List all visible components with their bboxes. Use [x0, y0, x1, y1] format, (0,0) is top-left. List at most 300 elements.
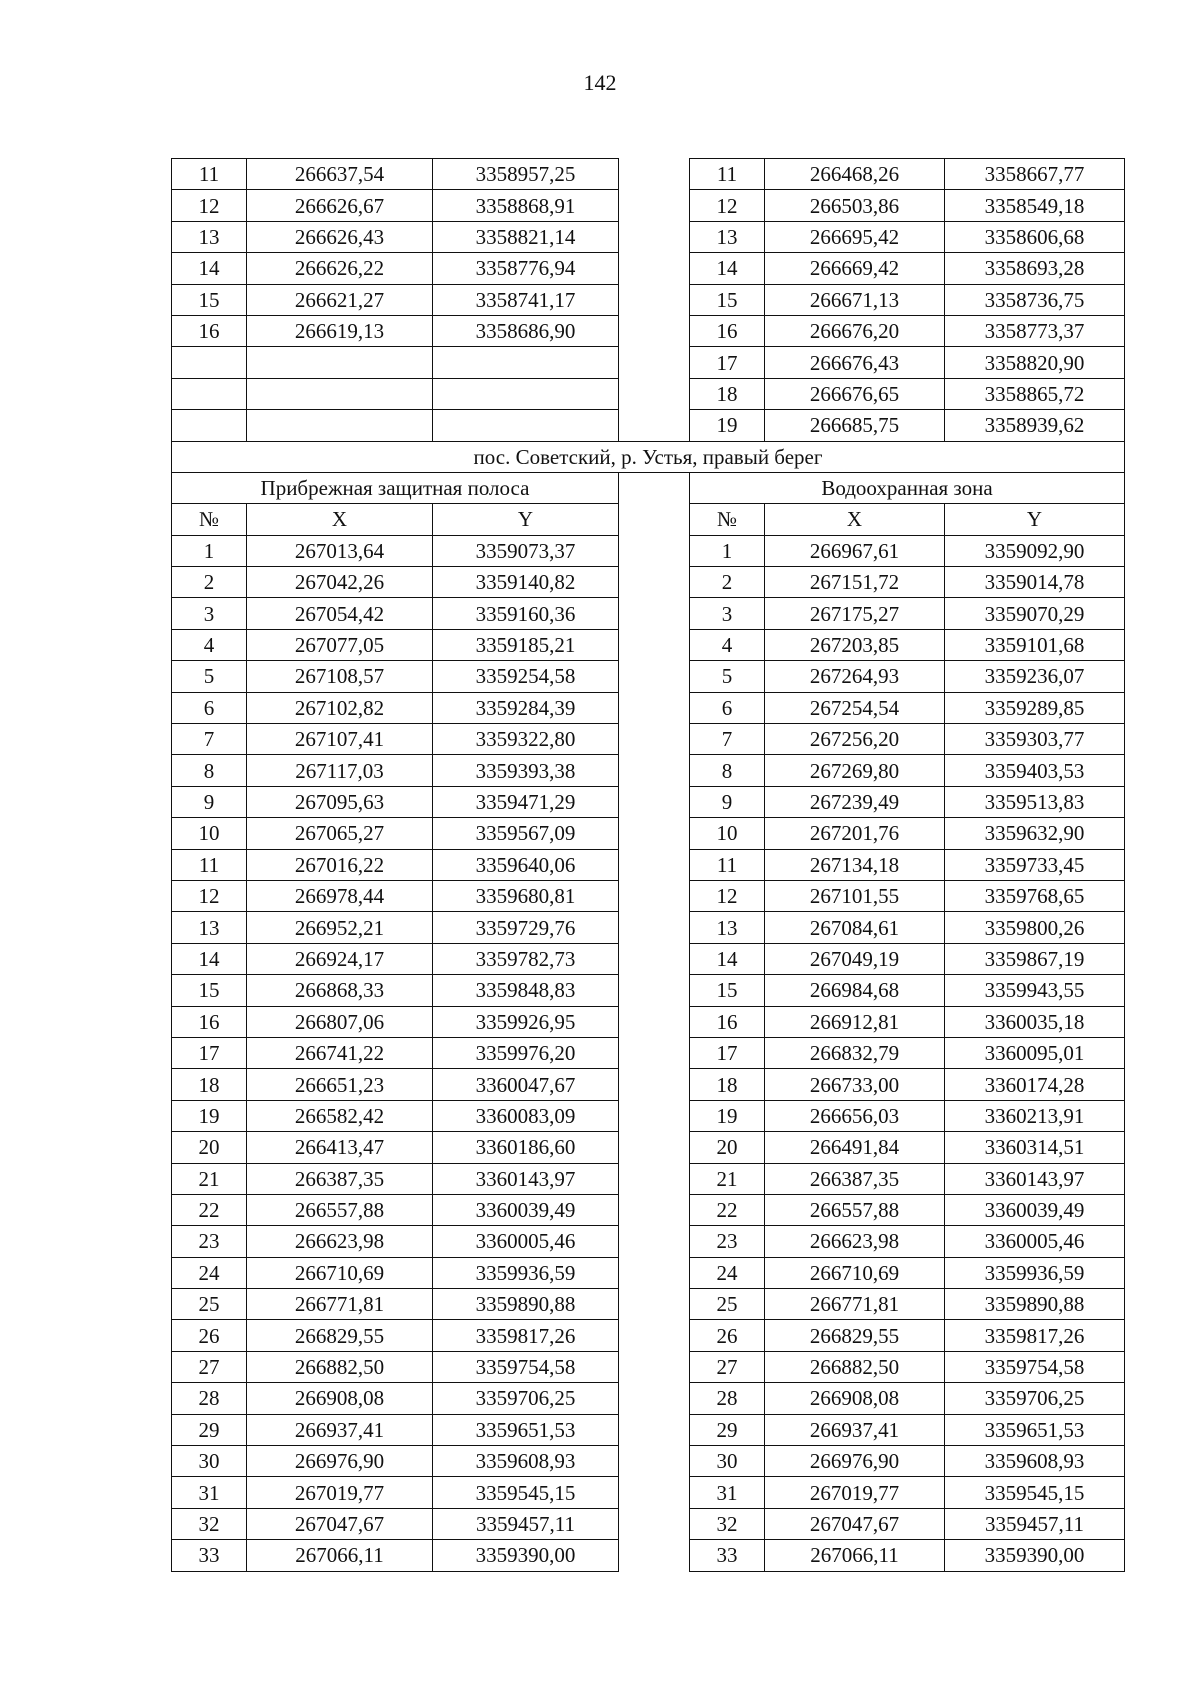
right-x-coordinate-cell: 266733,00 — [765, 1069, 945, 1100]
table-gap — [619, 1320, 690, 1351]
table-row — [172, 880, 1125, 911]
right-col-x-header: X — [765, 504, 945, 535]
left-point-number-cell: 4 — [172, 629, 247, 660]
right-x-coordinate-cell: 266771,81 — [765, 1289, 945, 1320]
right-y-coordinate-cell: 3359403,53 — [945, 755, 1125, 786]
left-y-coordinate-cell — [433, 378, 619, 409]
right-point-number-cell: 16 — [690, 315, 765, 346]
table-gap — [619, 190, 690, 221]
left-point-number-cell: 32 — [172, 1508, 247, 1539]
table-row — [172, 661, 1125, 692]
table-gap — [619, 472, 690, 503]
table-gap — [619, 1132, 690, 1163]
left-x-coordinate-cell: 266952,21 — [247, 912, 433, 943]
right-y-coordinate-cell: 3359092,90 — [945, 535, 1125, 566]
right-x-coordinate-cell: 266656,03 — [765, 1100, 945, 1131]
left-x-coordinate-cell: 267066,11 — [247, 1540, 433, 1571]
left-point-number-cell: 5 — [172, 661, 247, 692]
table-gap — [619, 1289, 690, 1320]
right-x-coordinate-cell: 266623,98 — [765, 1226, 945, 1257]
table-row — [172, 1100, 1125, 1131]
right-point-number-cell: 3 — [690, 598, 765, 629]
left-y-coordinate-cell: 3360039,49 — [433, 1194, 619, 1225]
left-col-x-header: X — [247, 504, 433, 535]
left-x-coordinate-cell: 267065,27 — [247, 818, 433, 849]
left-x-coordinate-cell: 267095,63 — [247, 786, 433, 817]
right-y-coordinate-cell: 3358693,28 — [945, 253, 1125, 284]
right-y-coordinate-cell: 3359800,26 — [945, 912, 1125, 943]
left-x-coordinate-cell: 266623,98 — [247, 1226, 433, 1257]
left-y-coordinate-cell: 3360005,46 — [433, 1226, 619, 1257]
left-x-coordinate-cell — [247, 410, 433, 441]
left-x-coordinate-cell: 266882,50 — [247, 1351, 433, 1382]
table-row — [172, 692, 1125, 723]
right-y-coordinate-cell: 3359754,58 — [945, 1351, 1125, 1382]
right-point-number-cell: 11 — [690, 159, 765, 190]
right-x-coordinate-cell: 266669,42 — [765, 253, 945, 284]
right-y-coordinate-cell: 3359390,00 — [945, 1540, 1125, 1571]
left-x-coordinate-cell: 267019,77 — [247, 1477, 433, 1508]
right-point-number-cell: 30 — [690, 1446, 765, 1477]
left-point-number-cell: 17 — [172, 1037, 247, 1068]
right-point-number-cell: 8 — [690, 755, 765, 786]
left-x-coordinate-cell: 267102,82 — [247, 692, 433, 723]
left-x-coordinate-cell: 267077,05 — [247, 629, 433, 660]
right-x-coordinate-cell: 266491,84 — [765, 1132, 945, 1163]
table-row — [172, 818, 1125, 849]
right-y-coordinate-cell: 3359768,65 — [945, 880, 1125, 911]
right-point-number-cell: 29 — [690, 1414, 765, 1445]
table-gap — [619, 1006, 690, 1037]
left-y-coordinate-cell: 3359393,38 — [433, 755, 619, 786]
table-gap — [619, 1226, 690, 1257]
table-row — [172, 629, 1125, 660]
right-y-coordinate-cell: 3359943,55 — [945, 975, 1125, 1006]
column-header-row — [172, 504, 1125, 535]
right-y-coordinate-cell: 3359236,07 — [945, 661, 1125, 692]
page-number: 142 — [583, 70, 617, 95]
right-x-coordinate-cell: 266937,41 — [765, 1414, 945, 1445]
left-point-number-cell: 15 — [172, 284, 247, 315]
left-y-coordinate-cell: 3358821,14 — [433, 221, 619, 252]
left-x-coordinate-cell — [247, 347, 433, 378]
table-row — [172, 1383, 1125, 1414]
left-x-coordinate-cell: 266651,23 — [247, 1069, 433, 1100]
right-y-coordinate-cell: 3360213,91 — [945, 1100, 1125, 1131]
right-x-coordinate-cell: 266676,43 — [765, 347, 945, 378]
table-row — [172, 1351, 1125, 1382]
right-col-number-header: № — [690, 504, 765, 535]
left-point-number-cell: 22 — [172, 1194, 247, 1225]
right-x-coordinate-cell: 266967,61 — [765, 535, 945, 566]
left-y-coordinate-cell: 3359936,59 — [433, 1257, 619, 1288]
left-point-number-cell: 21 — [172, 1163, 247, 1194]
right-point-number-cell: 10 — [690, 818, 765, 849]
right-point-number-cell: 22 — [690, 1194, 765, 1225]
right-x-coordinate-cell: 267264,93 — [765, 661, 945, 692]
right-y-coordinate-cell: 3359101,68 — [945, 629, 1125, 660]
right-y-coordinate-cell: 3359706,25 — [945, 1383, 1125, 1414]
left-point-number-cell: 20 — [172, 1132, 247, 1163]
left-x-coordinate-cell: 266626,22 — [247, 253, 433, 284]
left-x-coordinate-cell: 267107,41 — [247, 724, 433, 755]
right-y-coordinate-cell: 3358939,62 — [945, 410, 1125, 441]
left-x-coordinate-cell: 266413,47 — [247, 1132, 433, 1163]
right-point-number-cell: 15 — [690, 975, 765, 1006]
right-point-number-cell: 32 — [690, 1508, 765, 1539]
right-point-number-cell: 17 — [690, 347, 765, 378]
left-y-coordinate-cell: 3359848,83 — [433, 975, 619, 1006]
table-gap — [619, 253, 690, 284]
left-y-coordinate-cell: 3358776,94 — [433, 253, 619, 284]
left-table-title: Прибрежная защитная полоса — [172, 472, 619, 503]
left-x-coordinate-cell: 267054,42 — [247, 598, 433, 629]
right-x-coordinate-cell: 266695,42 — [765, 221, 945, 252]
left-point-number-cell: 28 — [172, 1383, 247, 1414]
left-point-number-cell: 10 — [172, 818, 247, 849]
right-point-number-cell: 19 — [690, 1100, 765, 1131]
right-point-number-cell: 26 — [690, 1320, 765, 1351]
right-y-coordinate-cell: 3360005,46 — [945, 1226, 1125, 1257]
right-x-coordinate-cell: 266671,13 — [765, 284, 945, 315]
table-row — [172, 975, 1125, 1006]
left-point-number-cell: 24 — [172, 1257, 247, 1288]
table-gap — [619, 535, 690, 566]
table-row — [172, 253, 1125, 284]
table-gap — [619, 378, 690, 409]
right-y-coordinate-cell: 3359303,77 — [945, 724, 1125, 755]
right-x-coordinate-cell: 266710,69 — [765, 1257, 945, 1288]
left-y-coordinate-cell: 3359754,58 — [433, 1351, 619, 1382]
table-gap — [619, 159, 690, 190]
left-y-coordinate-cell: 3359254,58 — [433, 661, 619, 692]
right-y-coordinate-cell: 3360314,51 — [945, 1132, 1125, 1163]
left-point-number-cell: 27 — [172, 1351, 247, 1382]
table-row — [172, 1320, 1125, 1351]
right-point-number-cell: 7 — [690, 724, 765, 755]
right-x-coordinate-cell: 267203,85 — [765, 629, 945, 660]
right-y-coordinate-cell: 3359936,59 — [945, 1257, 1125, 1288]
left-x-coordinate-cell: 266626,67 — [247, 190, 433, 221]
table-gap — [619, 315, 690, 346]
section-title: пос. Советский, р. Устья, правый берег — [172, 441, 1125, 472]
right-x-coordinate-cell: 266503,86 — [765, 190, 945, 221]
table-gap — [619, 1163, 690, 1194]
table-row — [172, 1163, 1125, 1194]
right-point-number-cell: 12 — [690, 880, 765, 911]
right-point-number-cell: 2 — [690, 567, 765, 598]
table-gap — [619, 1037, 690, 1068]
section-title-row — [172, 441, 1125, 472]
left-point-number-cell: 11 — [172, 159, 247, 190]
left-y-coordinate-cell: 3359390,00 — [433, 1540, 619, 1571]
left-point-number-cell: 15 — [172, 975, 247, 1006]
right-point-number-cell: 5 — [690, 661, 765, 692]
left-point-number-cell: 13 — [172, 912, 247, 943]
left-point-number-cell: 8 — [172, 755, 247, 786]
left-x-coordinate-cell: 266829,55 — [247, 1320, 433, 1351]
right-point-number-cell: 1 — [690, 535, 765, 566]
left-point-number-cell: 16 — [172, 1006, 247, 1037]
table-gap — [619, 629, 690, 660]
right-point-number-cell: 23 — [690, 1226, 765, 1257]
right-point-number-cell: 27 — [690, 1351, 765, 1382]
left-x-coordinate-cell: 267013,64 — [247, 535, 433, 566]
right-point-number-cell: 18 — [690, 378, 765, 409]
table-gap — [619, 1508, 690, 1539]
table-row — [172, 159, 1125, 190]
right-point-number-cell: 9 — [690, 786, 765, 817]
table-row — [172, 1414, 1125, 1445]
left-y-coordinate-cell — [433, 347, 619, 378]
table-row — [172, 535, 1125, 566]
left-y-coordinate-cell: 3360143,97 — [433, 1163, 619, 1194]
left-y-coordinate-cell: 3359471,29 — [433, 786, 619, 817]
right-x-coordinate-cell: 267019,77 — [765, 1477, 945, 1508]
right-y-coordinate-cell: 3358736,75 — [945, 284, 1125, 315]
right-y-coordinate-cell: 3359733,45 — [945, 849, 1125, 880]
right-y-coordinate-cell: 3358667,77 — [945, 159, 1125, 190]
table-row — [172, 724, 1125, 755]
right-x-coordinate-cell: 267084,61 — [765, 912, 945, 943]
left-x-coordinate-cell: 266621,27 — [247, 284, 433, 315]
left-y-coordinate-cell: 3359651,53 — [433, 1414, 619, 1445]
table-gap — [619, 692, 690, 723]
left-x-coordinate-cell: 267016,22 — [247, 849, 433, 880]
left-y-coordinate-cell: 3359729,76 — [433, 912, 619, 943]
right-x-coordinate-cell: 266832,79 — [765, 1037, 945, 1068]
right-y-coordinate-cell: 3359070,29 — [945, 598, 1125, 629]
bottom-block-rows — [172, 535, 1125, 1571]
left-x-coordinate-cell: 267042,26 — [247, 567, 433, 598]
left-y-coordinate-cell: 3359680,81 — [433, 880, 619, 911]
right-x-coordinate-cell: 267201,76 — [765, 818, 945, 849]
left-x-coordinate-cell — [247, 378, 433, 409]
right-x-coordinate-cell: 266468,26 — [765, 159, 945, 190]
table-row — [172, 410, 1125, 441]
left-x-coordinate-cell: 266557,88 — [247, 1194, 433, 1225]
table-gap — [619, 1069, 690, 1100]
table-gap — [619, 661, 690, 692]
table-row — [172, 598, 1125, 629]
table-row — [172, 1257, 1125, 1288]
left-x-coordinate-cell: 266978,44 — [247, 880, 433, 911]
right-point-number-cell: 19 — [690, 410, 765, 441]
right-y-coordinate-cell: 3360174,28 — [945, 1069, 1125, 1100]
right-table-title: Водоохранная зона — [690, 472, 1125, 503]
right-point-number-cell: 11 — [690, 849, 765, 880]
table-row — [172, 284, 1125, 315]
left-point-number-cell: 18 — [172, 1069, 247, 1100]
right-point-number-cell: 18 — [690, 1069, 765, 1100]
left-x-coordinate-cell: 266626,43 — [247, 221, 433, 252]
left-point-number-cell: 23 — [172, 1226, 247, 1257]
left-x-coordinate-cell: 267047,67 — [247, 1508, 433, 1539]
right-x-coordinate-cell: 266912,81 — [765, 1006, 945, 1037]
left-y-coordinate-cell: 3358741,17 — [433, 284, 619, 315]
left-y-coordinate-cell: 3358686,90 — [433, 315, 619, 346]
left-y-coordinate-cell: 3359322,80 — [433, 724, 619, 755]
left-point-number-cell: 29 — [172, 1414, 247, 1445]
left-y-coordinate-cell: 3359817,26 — [433, 1320, 619, 1351]
right-point-number-cell: 14 — [690, 253, 765, 284]
right-x-coordinate-cell: 266557,88 — [765, 1194, 945, 1225]
right-point-number-cell: 21 — [690, 1163, 765, 1194]
right-x-coordinate-cell: 267101,55 — [765, 880, 945, 911]
left-x-coordinate-cell: 266868,33 — [247, 975, 433, 1006]
right-y-coordinate-cell: 3359457,11 — [945, 1508, 1125, 1539]
table-gap — [619, 943, 690, 974]
right-point-number-cell: 17 — [690, 1037, 765, 1068]
right-point-number-cell: 16 — [690, 1006, 765, 1037]
left-point-number-cell: 1 — [172, 535, 247, 566]
right-y-coordinate-cell: 3359513,83 — [945, 786, 1125, 817]
left-x-coordinate-cell: 266908,08 — [247, 1383, 433, 1414]
right-x-coordinate-cell: 267066,11 — [765, 1540, 945, 1571]
left-x-coordinate-cell: 266741,22 — [247, 1037, 433, 1068]
left-y-coordinate-cell: 3359926,95 — [433, 1006, 619, 1037]
left-point-number-cell: 6 — [172, 692, 247, 723]
right-col-y-header: Y — [945, 504, 1125, 535]
right-point-number-cell: 13 — [690, 221, 765, 252]
left-y-coordinate-cell: 3360083,09 — [433, 1100, 619, 1131]
table-gap — [619, 1540, 690, 1571]
right-x-coordinate-cell: 266676,65 — [765, 378, 945, 409]
table-row — [172, 1132, 1125, 1163]
left-y-coordinate-cell: 3359457,11 — [433, 1508, 619, 1539]
right-y-coordinate-cell: 3360039,49 — [945, 1194, 1125, 1225]
right-y-coordinate-cell: 3358820,90 — [945, 347, 1125, 378]
table-gap — [619, 598, 690, 629]
right-y-coordinate-cell: 3360095,01 — [945, 1037, 1125, 1068]
right-y-coordinate-cell: 3359890,88 — [945, 1289, 1125, 1320]
left-y-coordinate-cell: 3359608,93 — [433, 1446, 619, 1477]
table-gap — [619, 221, 690, 252]
right-point-number-cell: 31 — [690, 1477, 765, 1508]
left-point-number-cell: 31 — [172, 1477, 247, 1508]
coordinates-table — [171, 158, 1125, 1572]
left-x-coordinate-cell: 266807,06 — [247, 1006, 433, 1037]
left-point-number-cell — [172, 347, 247, 378]
left-point-number-cell: 26 — [172, 1320, 247, 1351]
table-row — [172, 567, 1125, 598]
table-gap — [619, 724, 690, 755]
left-col-number-header: № — [172, 504, 247, 535]
left-point-number-cell: 19 — [172, 1100, 247, 1131]
left-point-number-cell: 3 — [172, 598, 247, 629]
left-y-coordinate-cell: 3359976,20 — [433, 1037, 619, 1068]
table-row — [172, 315, 1125, 346]
left-point-number-cell: 12 — [172, 880, 247, 911]
table-row — [172, 943, 1125, 974]
table-gap — [619, 1477, 690, 1508]
left-y-coordinate-cell: 3359890,88 — [433, 1289, 619, 1320]
right-x-coordinate-cell: 267049,19 — [765, 943, 945, 974]
top-block-rows — [172, 159, 1125, 442]
right-point-number-cell: 13 — [690, 912, 765, 943]
right-x-coordinate-cell: 267047,67 — [765, 1508, 945, 1539]
left-x-coordinate-cell: 266710,69 — [247, 1257, 433, 1288]
right-point-number-cell: 14 — [690, 943, 765, 974]
left-point-number-cell: 33 — [172, 1540, 247, 1571]
left-point-number-cell — [172, 410, 247, 441]
left-y-coordinate-cell: 3359567,09 — [433, 818, 619, 849]
right-y-coordinate-cell: 3358549,18 — [945, 190, 1125, 221]
left-y-coordinate-cell: 3359140,82 — [433, 567, 619, 598]
table-gap — [619, 410, 690, 441]
table-gap — [619, 1446, 690, 1477]
left-x-coordinate-cell: 266937,41 — [247, 1414, 433, 1445]
left-x-coordinate-cell: 266582,42 — [247, 1100, 433, 1131]
left-x-coordinate-cell: 266619,13 — [247, 315, 433, 346]
table-gap — [619, 284, 690, 315]
right-x-coordinate-cell: 267175,27 — [765, 598, 945, 629]
table-gap — [619, 1383, 690, 1414]
left-point-number-cell: 12 — [172, 190, 247, 221]
right-x-coordinate-cell: 267239,49 — [765, 786, 945, 817]
right-x-coordinate-cell: 266676,20 — [765, 315, 945, 346]
table-gap — [619, 567, 690, 598]
left-x-coordinate-cell: 266387,35 — [247, 1163, 433, 1194]
table-gap — [619, 1194, 690, 1225]
right-y-coordinate-cell: 3359289,85 — [945, 692, 1125, 723]
table-row — [172, 912, 1125, 943]
right-y-coordinate-cell: 3360143,97 — [945, 1163, 1125, 1194]
right-x-coordinate-cell: 266387,35 — [765, 1163, 945, 1194]
left-point-number-cell: 14 — [172, 943, 247, 974]
table-row — [172, 849, 1125, 880]
left-y-coordinate-cell: 3358957,25 — [433, 159, 619, 190]
table-gap — [619, 347, 690, 378]
right-point-number-cell: 28 — [690, 1383, 765, 1414]
table-gap — [619, 849, 690, 880]
left-point-number-cell: 13 — [172, 221, 247, 252]
table-row — [172, 1540, 1125, 1571]
right-point-number-cell: 20 — [690, 1132, 765, 1163]
right-x-coordinate-cell: 266984,68 — [765, 975, 945, 1006]
left-y-coordinate-cell: 3359782,73 — [433, 943, 619, 974]
left-x-coordinate-cell: 266976,90 — [247, 1446, 433, 1477]
right-point-number-cell: 4 — [690, 629, 765, 660]
right-y-coordinate-cell: 3359014,78 — [945, 567, 1125, 598]
table-row — [172, 190, 1125, 221]
right-y-coordinate-cell: 3359651,53 — [945, 1414, 1125, 1445]
table-gap — [619, 1414, 690, 1445]
left-y-coordinate-cell: 3359185,21 — [433, 629, 619, 660]
left-y-coordinate-cell: 3359073,37 — [433, 535, 619, 566]
table-gap — [619, 786, 690, 817]
table-gap — [619, 1351, 690, 1382]
left-y-coordinate-cell: 3359160,36 — [433, 598, 619, 629]
left-point-number-cell: 14 — [172, 253, 247, 284]
right-x-coordinate-cell: 267151,72 — [765, 567, 945, 598]
table-row — [172, 347, 1125, 378]
table-row — [172, 1508, 1125, 1539]
table-gap — [619, 755, 690, 786]
right-point-number-cell: 6 — [690, 692, 765, 723]
left-point-number-cell: 11 — [172, 849, 247, 880]
table-row — [172, 755, 1125, 786]
right-point-number-cell: 33 — [690, 1540, 765, 1571]
right-x-coordinate-cell: 267256,20 — [765, 724, 945, 755]
left-x-coordinate-cell: 266771,81 — [247, 1289, 433, 1320]
table-gap — [619, 912, 690, 943]
right-y-coordinate-cell: 3358606,68 — [945, 221, 1125, 252]
left-y-coordinate-cell: 3360047,67 — [433, 1069, 619, 1100]
table-row — [172, 1194, 1125, 1225]
left-x-coordinate-cell: 266637,54 — [247, 159, 433, 190]
left-point-number-cell: 16 — [172, 315, 247, 346]
